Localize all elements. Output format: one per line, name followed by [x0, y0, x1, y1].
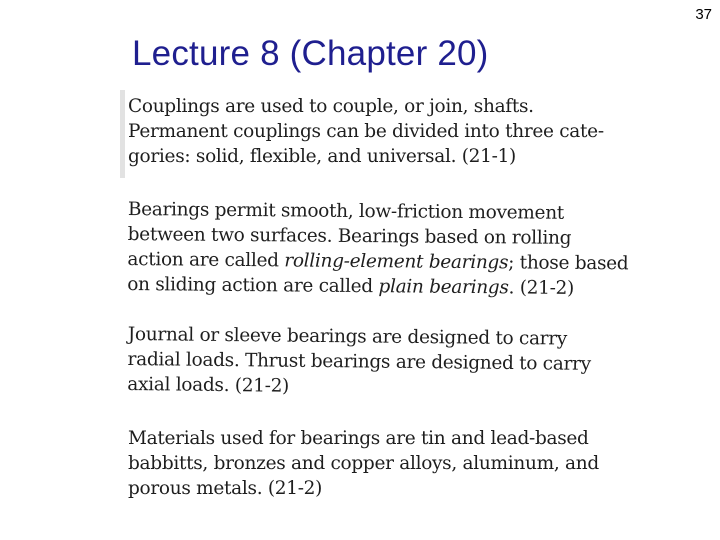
text-run: action are called	[127, 248, 285, 272]
text-line: axial loads. (21-2)	[127, 373, 290, 397]
text-line: babbitts, bronzes and copper alloys, aluminum, and	[128, 453, 599, 474]
text-run: ; those based	[508, 252, 629, 275]
text-line: Journal or sleeve bearings are designed to carry	[127, 323, 568, 350]
term-rolling-element-bearings: rolling-element bearings	[284, 250, 509, 274]
paragraph-journal-thrust	[127, 322, 591, 402]
paragraph-couplings	[128, 94, 604, 169]
slide-number: 37	[695, 6, 712, 23]
slide-title: Lecture 8 (Chapter 20)	[132, 34, 489, 73]
scanned-text-image	[120, 90, 629, 510]
paragraph-materials	[128, 426, 599, 501]
paragraph-bearings	[127, 197, 629, 301]
text-line: radial loads. Thrust bearings are designed to carry	[127, 348, 591, 375]
text-line: gories: solid, flexible, and universal. (21-1)	[128, 146, 516, 167]
term-plain-bearings: plain bearings	[378, 276, 509, 299]
text-line: Permanent couplings can be divided into three cate-	[128, 121, 604, 142]
text-line: between two surfaces. Bearings based on rolling	[127, 223, 572, 249]
text-run: on sliding action are called	[127, 273, 379, 298]
text-run: . (21-2)	[508, 277, 575, 299]
text-line	[127, 272, 628, 301]
text-line: porous metals. (21-2)	[128, 478, 323, 499]
text-line: Bearings permit smooth, low-friction movement	[127, 198, 565, 224]
scan-edge	[120, 90, 125, 178]
text-line: Couplings are used to couple, or join, shafts.	[128, 96, 534, 117]
text-line: Materials used for bearings are tin and lead-based	[128, 428, 589, 449]
